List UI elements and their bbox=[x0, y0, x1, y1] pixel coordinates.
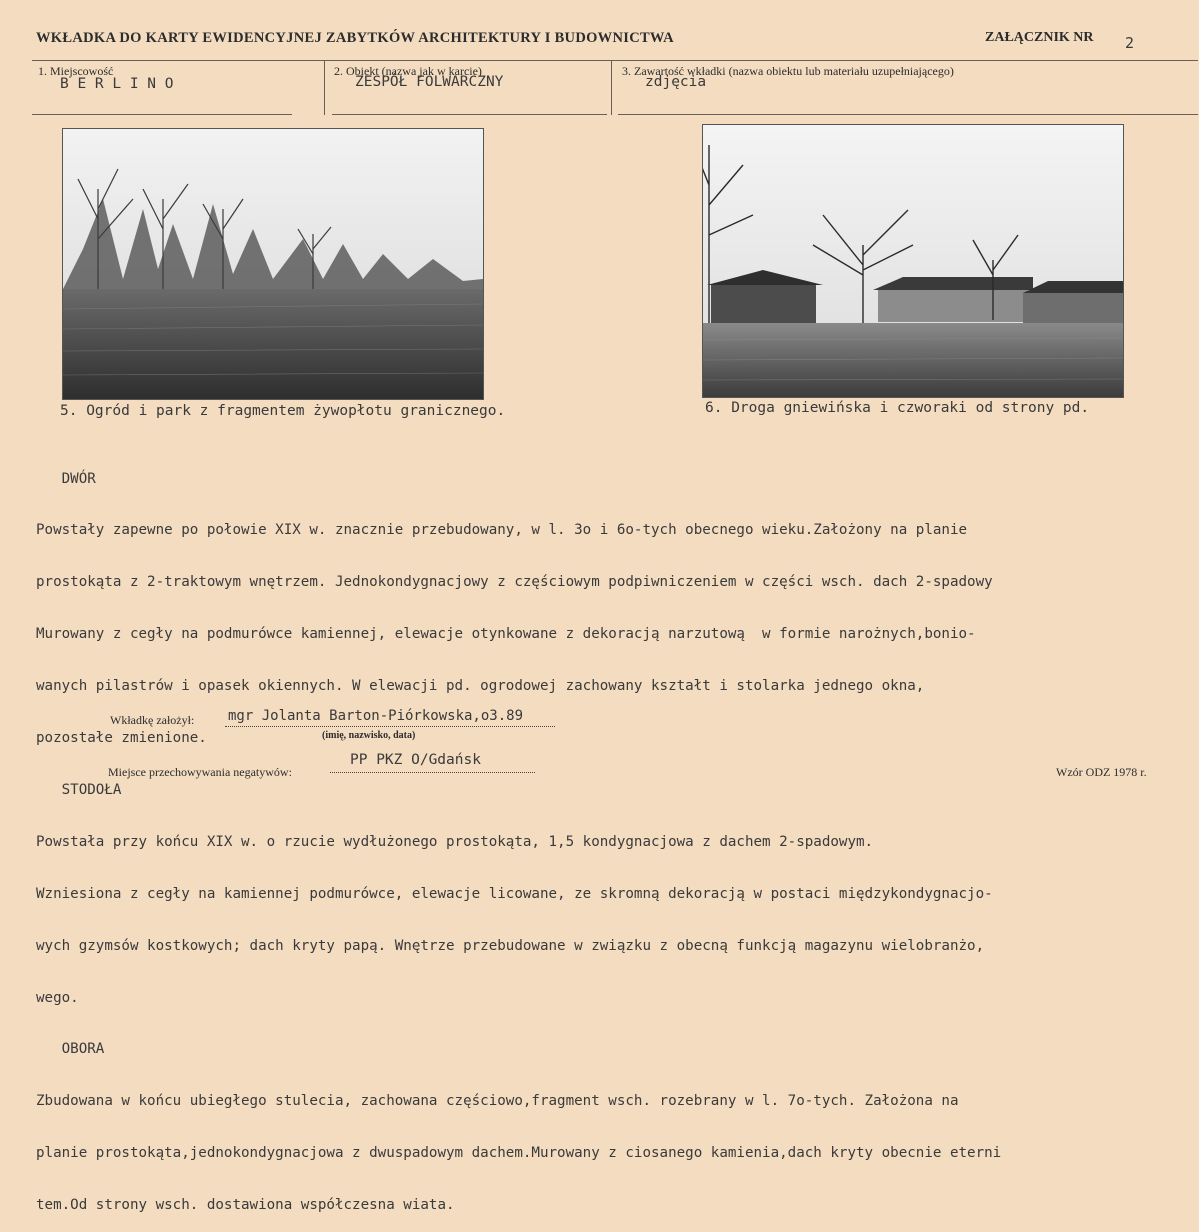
attachment-label: ZAŁĄCZNIK NR bbox=[985, 30, 1094, 45]
photo-caption-5: 5. Ogród i park z fragmentem żywopłotu granicznego. bbox=[60, 403, 506, 419]
photo-farm-road bbox=[702, 124, 1124, 398]
content-label: 3. Zawartość wkładki (nazwa obiektu lub materiału uzupełniającego) bbox=[622, 64, 954, 78]
author-dotted-line bbox=[225, 726, 555, 727]
text-line: wych gzymsów kostkowych; dach kryty papą. Wnętrze przebudowane w związku z obecną funkcją magazynu wielobranżo, bbox=[36, 937, 985, 954]
photo-caption-6: 6. Droga gniewińska i czworaki od strony pd. bbox=[705, 400, 1090, 416]
text-line: pozostałe zmienione. bbox=[36, 730, 207, 747]
text-line: wego. bbox=[36, 989, 79, 1006]
text-line: STODOŁA bbox=[36, 781, 122, 798]
text-line: OBORA bbox=[36, 1041, 105, 1058]
form-version-label: Wzór ODZ 1978 r. bbox=[1056, 765, 1147, 779]
field-underline-3 bbox=[618, 114, 1198, 115]
text-line: Zbudowana w końcu ubiegłego stulecia, zachowana częściowo,fragment wsch. rozebrany w l. 7o-tych. Założona na bbox=[36, 1093, 959, 1110]
text-line: prostokąta z 2-traktowym wnętrzem. Jednokondygnacjowy z częściowym podpiwniczeniem w części wsch. dach 2-spadowy bbox=[36, 574, 993, 591]
text-line: DWÓR bbox=[36, 470, 96, 487]
farm-road-image bbox=[703, 125, 1123, 397]
locality-label: 1. Miejscowość bbox=[38, 64, 114, 78]
description-text bbox=[36, 436, 1196, 1232]
object-label: 2. Obiekt (nazwa jak w karcie) bbox=[334, 64, 482, 78]
header-top-rule bbox=[32, 60, 1198, 61]
form-title: WKŁADKA DO KARTY EWIDENCYJNEJ ZABYTKÓW ARCHITEKTURY I BUDOWNICTWA bbox=[36, 30, 674, 46]
garden-park-image bbox=[63, 129, 483, 399]
text-line: Powstały zapewne po połowie XIX w. znacznie przebudowany, w l. 3o i 6o-tych obecnego wieku.Założony na planie bbox=[36, 522, 968, 539]
text-line: planie prostokąta,jednokondygnacjowa z dwuspadowym dachem.Murowany z ciosanego kamienia,dach kryty obecnie eterni bbox=[36, 1145, 1002, 1162]
text-line: Murowany z cegły na podmurówce kamiennej, elewacje otynkowane z dekoracją narzutową w formie narożnych,bonio- bbox=[36, 626, 976, 643]
storage-label: Miejsce przechowywania negatywów: bbox=[108, 765, 292, 779]
attachment-number: 2 bbox=[1125, 34, 1135, 52]
text-line: Powstała przy końcu XIX w. o rzucie wydłużonego prostokąta, 1,5 kondygnacjowa z dachem 2-spadowym. bbox=[36, 833, 874, 850]
content-value: zdjęcia bbox=[645, 74, 707, 90]
object-value: ZESPÓŁ FOLWARCZNY bbox=[355, 74, 504, 90]
field-underline-2 bbox=[332, 114, 607, 115]
text-line: Wzniesiona z cegły na kamiennej podmurówce, elewacje licowane, ze skromną dekoracją w postaci międzykondygnacjo- bbox=[36, 885, 993, 902]
field-divider-2 bbox=[611, 61, 612, 115]
field-divider-1 bbox=[324, 61, 325, 115]
storage-dotted-line bbox=[330, 772, 535, 773]
field-underline-1 bbox=[32, 114, 292, 115]
text-line: wanych pilastrów i opasek okiennych. W elewacji pd. ogrodowej zachowany kształt i stolarka jednego okna, bbox=[36, 678, 925, 695]
text-line: tem.Od strony wsch. dostawiona współczesna wiata. bbox=[36, 1197, 455, 1214]
author-hint: (imię, nazwisko, data) bbox=[322, 730, 416, 741]
author-value: mgr Jolanta Barton-Piórkowska,o3.89 bbox=[228, 708, 524, 724]
storage-value: PP PKZ O/Gdańsk bbox=[350, 752, 481, 768]
photo-garden-park bbox=[62, 128, 484, 400]
locality-value: B E R L I N O bbox=[60, 76, 174, 92]
author-label: Wkładkę założył: bbox=[110, 713, 195, 727]
